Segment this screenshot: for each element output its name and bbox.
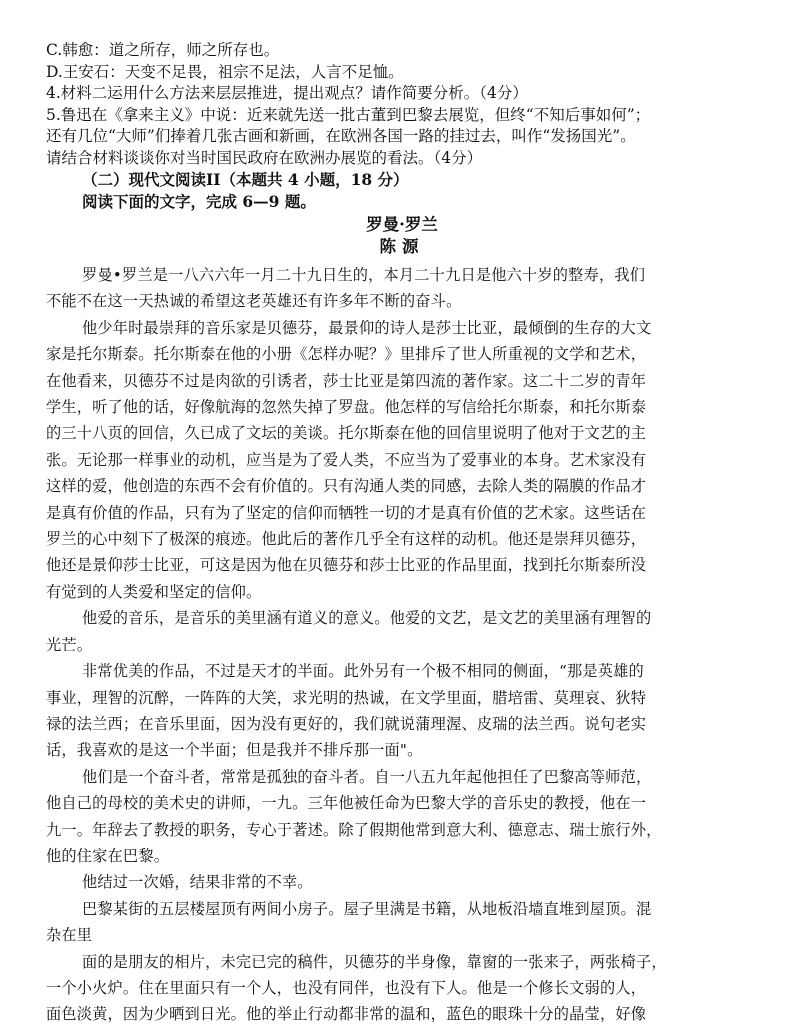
article-line: 一个小火炉。住在里面只有一个人，也没有同伴，也没有下人。他是一个修长文弱的人， bbox=[46, 978, 647, 997]
article-line: 家是托尔斯泰。托尔斯泰在他的小册《怎样办呢？》里排斥了世人所重视的文学和艺术， bbox=[46, 345, 647, 364]
question-5-line-2: 还有几位“大师”们捧着几张古画和新画，在欧洲各国一路的挂过去，叫作“发扬国光”。 bbox=[46, 127, 636, 145]
article-line: 面的是朋友的相片，未完已完的稿件，贝德芬的半身像，靠窗的一张来子，两张椅子， bbox=[82, 952, 667, 971]
article-line: 他还是景仰莎士比亚，可这是因为他在贝德芬和莎士比亚的作品里面，找到托尔斯泰所没 bbox=[46, 556, 647, 575]
article-line: 杂在里 bbox=[46, 926, 93, 945]
article-line: 他们是一个奋斗者，常常是孤独的奋斗者。自一八五九年起他担任了巴黎高等师范， bbox=[82, 767, 652, 786]
article-line: 巴黎某街的五层楼屋顶有两间小房子。屋子里满是书籍，从地板沿墙直堆到屋顶。混 bbox=[82, 899, 652, 918]
article-line: 他爱的音乐，是音乐的美里涵有道义的意义。他爱的文艺，是文艺的美里涵有理智的 bbox=[82, 609, 652, 628]
article-line: 光芒。 bbox=[46, 635, 93, 654]
article-line: 非常优美的作品，不过是天才的半面。此外另有一个极不相同的侧面，“那是英雄的 bbox=[82, 662, 644, 681]
article-line: 张。无论那一样事业的动机，应当是为了爱人类，不应当为了爱事业的本身。艺术家没有 bbox=[46, 450, 647, 469]
article-line: 是真有价值的作品，只有为了坚定的信仰而牺牲一切的才是真有价值的艺术家。这些话在 bbox=[46, 503, 647, 522]
article-line: 面色淡黄，因为少晒到日光。他的举止行动都非常的温和，蓝色的眼珠十分的晶莹，好像 bbox=[46, 1005, 647, 1024]
article-line: 话，我喜欢的是这一个半面；但是我并不排斥那一面"。 bbox=[46, 741, 423, 760]
article-line: 他结过一次婚，结果非常的不幸。 bbox=[82, 873, 313, 892]
article-line: 不能不在这一天热诚的希望这老英雄还有许多年不断的奋斗。 bbox=[46, 292, 462, 311]
article-line: 九一。年辞去了教授的职务，专心于著述。除了假期他常到意大利、德意志、瑞士旅行外， bbox=[46, 820, 662, 839]
question-4: 4.材料二运用什么方法来层层推进，提出观点？请作简要分析。（4分） bbox=[46, 84, 528, 102]
article-line: 这样的爱，他创造的东西不会有价值的。只有沟通人类的同感，去除人类的隔膜的作品才 bbox=[46, 477, 647, 496]
option-d: D.王安石：天变不足畏，祖宗不足法，人言不足恤。 bbox=[46, 62, 404, 81]
article-author: 陈源 bbox=[379, 237, 425, 256]
article-line: 他的住家在巴黎。 bbox=[46, 846, 170, 865]
article-line: 他自己的母校的美术史的讲师，一九。三年他被任命为巴黎大学的音乐史的教授，他在一 bbox=[46, 794, 647, 813]
document-page bbox=[46, 40, 758, 1028]
article-title: 罗曼·罗兰 bbox=[366, 215, 438, 234]
article-body bbox=[46, 262, 758, 1028]
article-line: 在他看来，贝德芬不过是肉欲的引诱者，莎士比亚是第四流的著作家。这二十二岁的青年 bbox=[46, 371, 647, 390]
article-line: 的三十八页的回信，久已成了文坛的美谈。托尔斯泰在他的回信里说明了他对于文艺的主 bbox=[46, 424, 647, 443]
article-line: 罗曼•罗兰是一八六六年一月二十九日生的，本月二十九日是他六十岁的整寿，我们 bbox=[82, 266, 646, 284]
section-heading: （二）现代文阅读II（本题共 4 小题，18 分） bbox=[82, 170, 409, 189]
article-line: 禄的法兰西；在音乐里面，因为没有更好的，我们就说蒲理渥、皮瑞的法兰西。说句老实 bbox=[46, 714, 647, 733]
article-line: 有觉到的人类爱和坚定的信仰。 bbox=[46, 582, 262, 601]
article-line: 事业，理智的沉醉，一阵阵的大笑，求光明的热诚，在文学里面，腊培雷、莫理哀、狄特 bbox=[46, 688, 647, 707]
article-line: 他少年时最崇拜的音乐家是贝德芬，最景仰的诗人是莎士比亚，最倾倒的生存的大文 bbox=[82, 318, 652, 337]
question-5-line-3: 请结合材料谈谈你对当时国民政府在欧洲办展览的看法。（4分） bbox=[46, 148, 483, 167]
option-c: C.韩愈：道之所存，师之所存也。 bbox=[46, 41, 280, 59]
section-instruction: 阅读下面的文字，完成 6—9 题。 bbox=[82, 191, 316, 211]
article-line: 罗兰的心中刻下了极深的痕迹。他此后的著作几乎全有这样的动机。他还是崇拜贝德芬， bbox=[46, 530, 647, 549]
article-line: 学生，听了他的话，好像航海的忽然失掉了罗盘。他怎样的写信给托尔斯泰，和托尔斯泰 bbox=[46, 398, 647, 417]
question-5-line-1: 5.鲁迅在《拿来主义》中说：近来就先送一批古董到巴黎去展览，但终“不知后事如何”； bbox=[46, 105, 651, 124]
